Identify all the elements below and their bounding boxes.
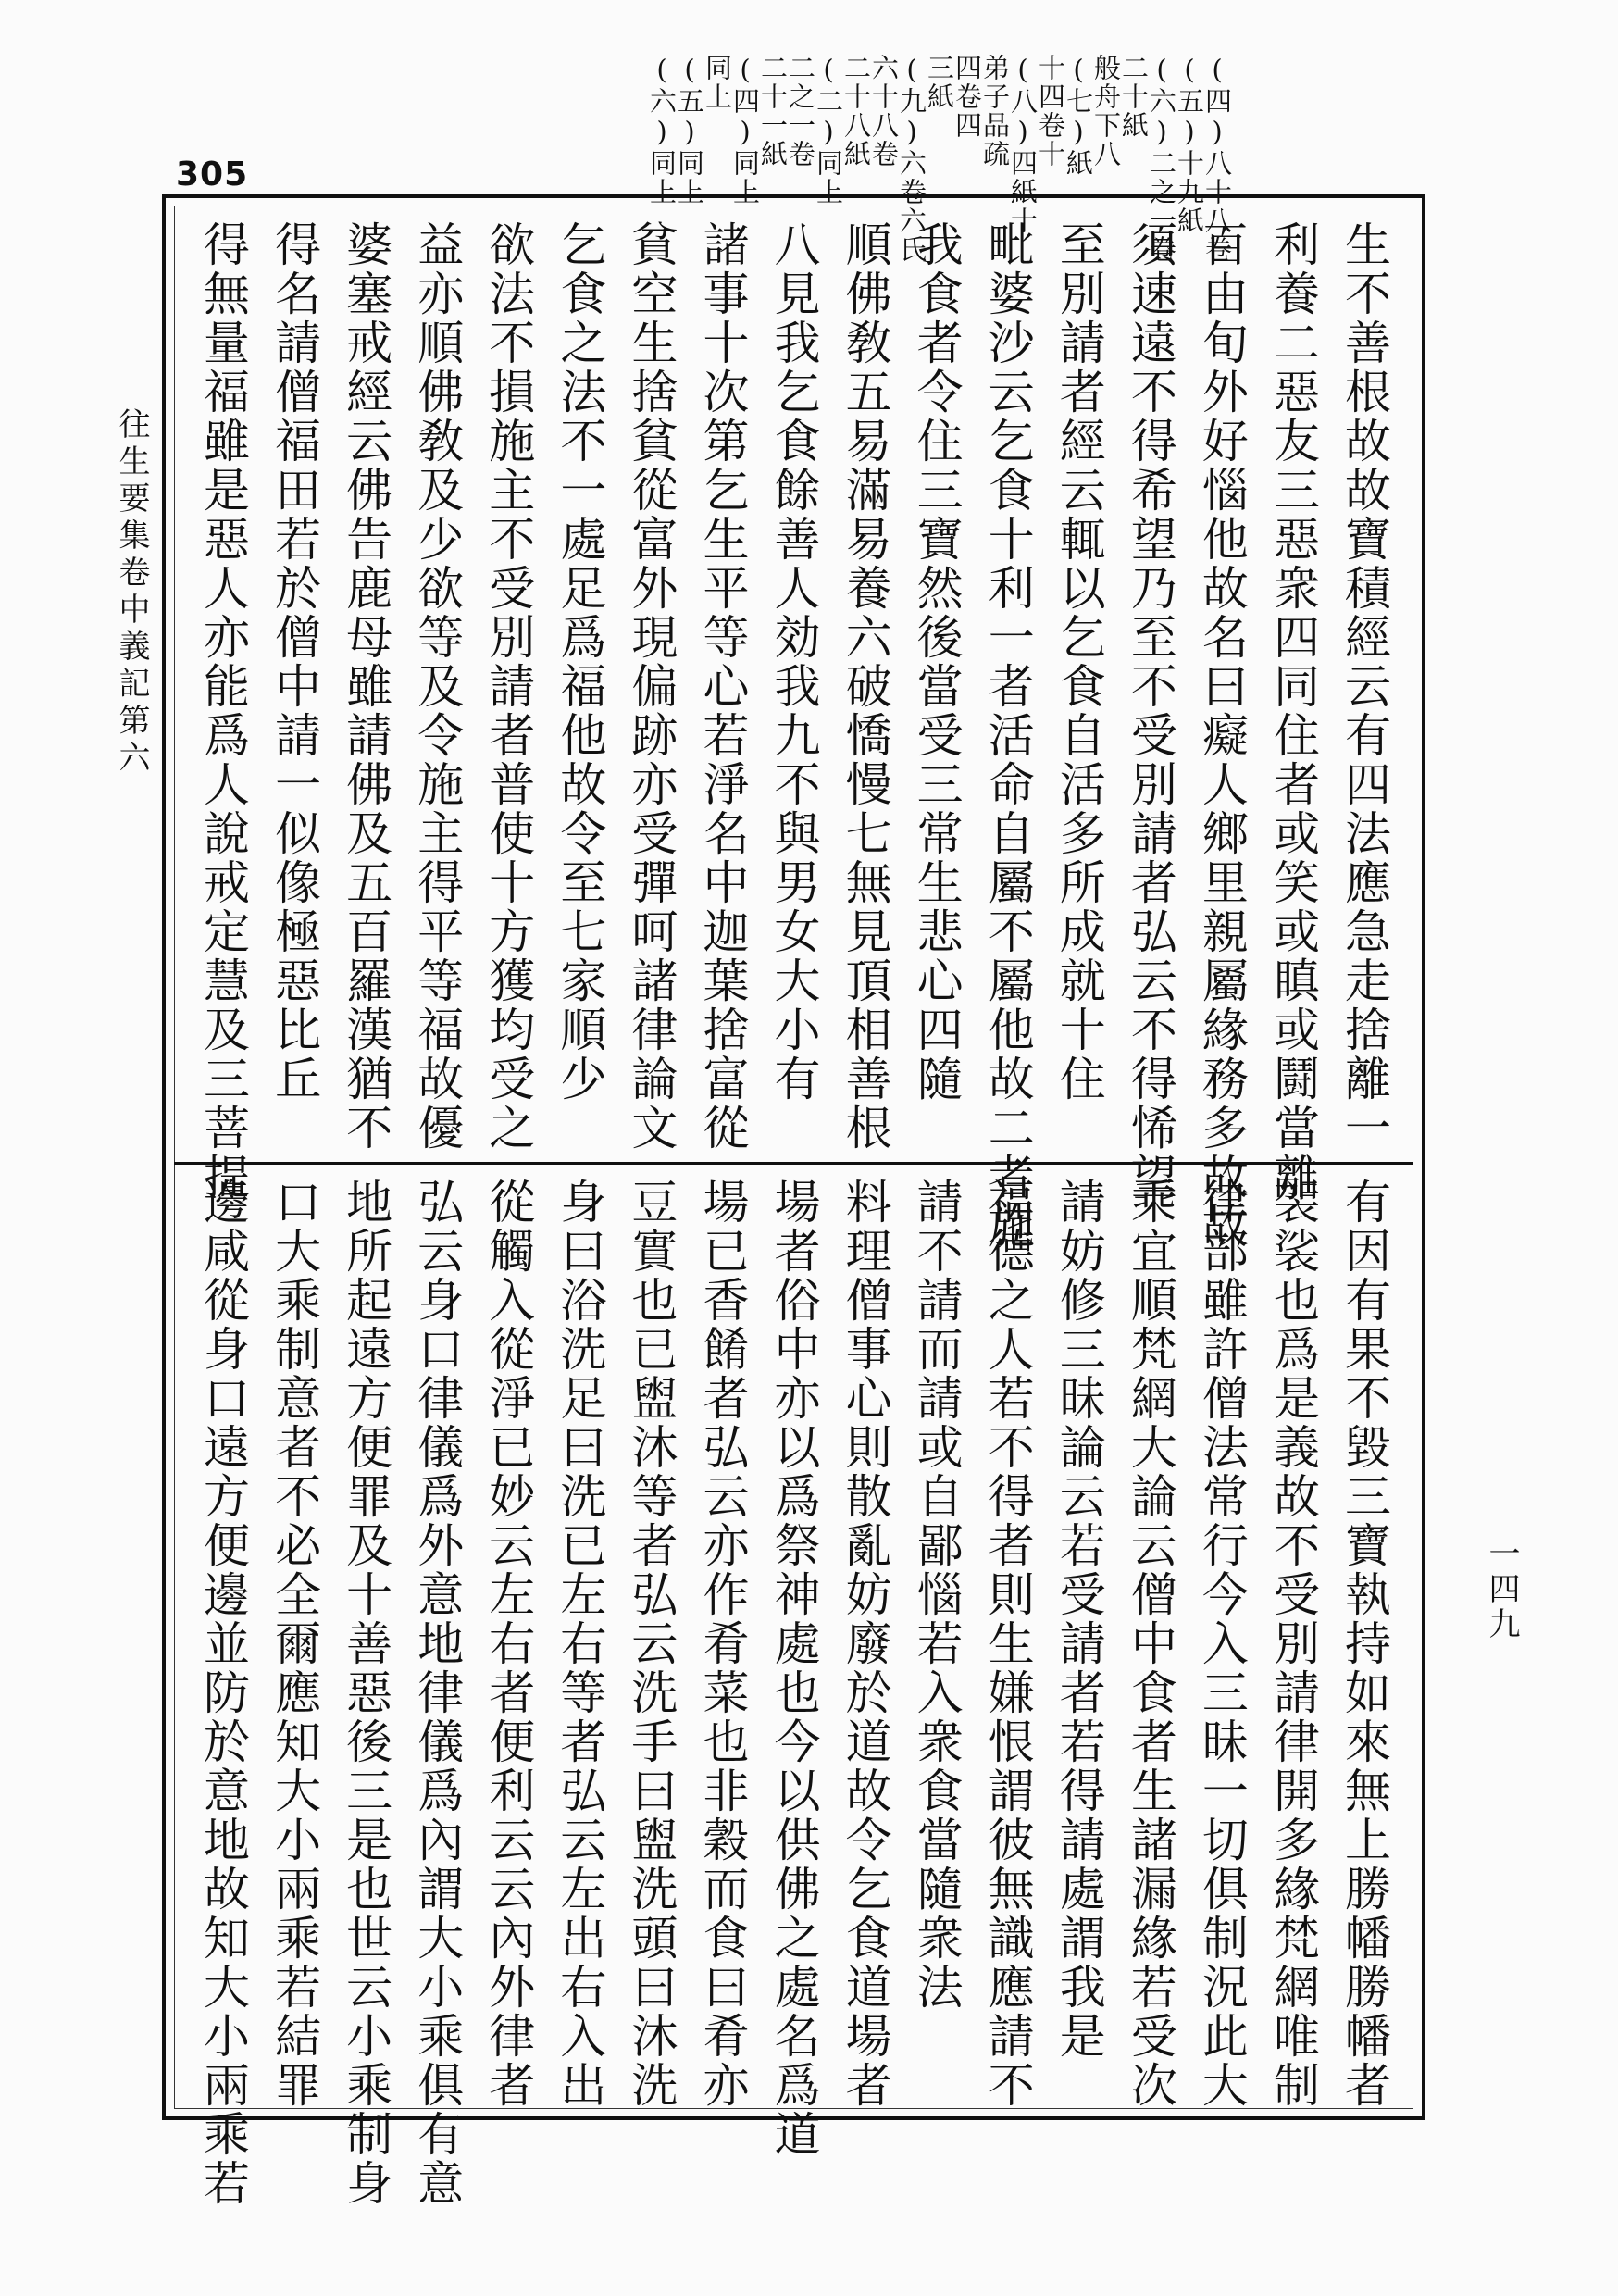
header-note: 四卷四 <box>952 54 983 140</box>
header-note: (四)同上 <box>729 54 761 206</box>
text-column: 八見我乞食餘善人効我九不與男女大小有 <box>766 220 821 1104</box>
text-column: 須速遠不得希望乃至不受別請者弘云不得悕望 <box>1123 220 1177 1202</box>
header-note: (七)紙 <box>1063 54 1094 178</box>
text-column: 得無量福雖是惡人亦能爲人說戒定慧及三菩提 <box>196 220 250 1202</box>
header-note: (九)六卷六氏 <box>896 54 927 264</box>
header-note: (五)同上 <box>674 54 705 206</box>
text-column: 豆實也已盥沐等者弘云洗手曰盥洗頭曰沐洗 <box>624 1178 678 2110</box>
text-column: 弘云身口律儀爲外意地律儀爲內謂大小乘俱有意 <box>410 1178 465 2208</box>
header-note: (六)同上 <box>646 54 678 206</box>
text-column: 益亦順佛敎及少欲等及令施主得平等福故優 <box>410 220 465 1153</box>
text-column: 身曰浴洗足曰洗已左右等者弘云左出右入出 <box>553 1178 607 2110</box>
text-column: 福德之人若不得者則生嫌恨謂彼無識應請不 <box>980 1178 1035 2110</box>
page-number: 305 <box>176 156 249 193</box>
text-column: 袈裟也爲是義故不受別請律開多緣梵網唯制 <box>1265 1178 1320 2110</box>
text-column: 順佛敎五易滿易養六破憍慢七無見頂相善根 <box>838 220 892 1153</box>
text-column: 得名請僧福田若於僧中請一似像極惡比丘 <box>268 220 322 1104</box>
lower-text-block <box>190 1178 1398 2208</box>
header-note: 二十紙 <box>1118 54 1150 140</box>
text-column: 生不善根故故寶積經云有四法應急走捨離一 <box>1338 220 1391 1153</box>
text-column: 律部雖許僧法常行今入三昧一切俱制況此大 <box>1194 1178 1249 2110</box>
text-column: 毗婆沙云乞食十利一者活命自屬不屬他故二者施 <box>980 220 1035 1251</box>
text-column: 請不請而請或自鄙惱若入衆食當隨衆法 <box>909 1178 964 2012</box>
text-column: 貧空生捨貧從富外現偏跡亦受彈呵諸律論文 <box>624 220 678 1153</box>
header-note: (八)四紙十 <box>1007 54 1039 235</box>
text-column: 場已香餚者弘云亦作肴菜也非穀而食曰肴亦 <box>695 1178 750 2110</box>
text-column: 乞食之法不一處足爲福他故令至七家順少 <box>553 220 607 1104</box>
text-column: 場者俗中亦以爲祭神處也今以供佛之處名爲道 <box>766 1178 821 2159</box>
header-note: 六十八卷 <box>868 54 900 168</box>
running-title: 往生要集卷中義記第六 <box>113 407 150 778</box>
header-note: 二之一卷 <box>785 54 816 168</box>
text-column: 地所起遠方便罪及十善惡後三是也世云小乘制身 <box>339 1178 393 2208</box>
header-note: (六)二之一卷 <box>1146 54 1177 264</box>
header-note: 同上 <box>702 54 733 111</box>
upper-text-block <box>190 220 1398 1251</box>
header-note: (二)同上 <box>813 54 844 206</box>
header-note: 二十八紙 <box>840 54 872 168</box>
folio-number: 一四九 <box>1483 1537 1520 1642</box>
text-column: 從觸入從淨已妙云左右者便利云云內外律者 <box>481 1178 536 2110</box>
text-column: 乘宜順梵網大論云僧中食者生諸漏緣若受次 <box>1123 1178 1177 2110</box>
text-column: 邊咸從身口遠方便邊並防於意地故知大小兩乘若 <box>196 1178 250 2208</box>
header-note: 弟子品疏 <box>979 54 1011 168</box>
text-column: 口大乘制意者不必全爾應知大小兩乘若結罪 <box>268 1178 322 2110</box>
text-column: 有因有果不毀三寶執持如來無上勝幡勝幡者 <box>1338 1178 1391 2110</box>
text-column: 料理僧事心則散亂妨廢於道故令乞食道場者 <box>838 1178 892 2110</box>
header-note: (五)十九紙 <box>1174 54 1205 235</box>
text-column: 諸事十次第乞生平等心若淨名中迦葉捨富從 <box>695 220 750 1153</box>
text-column: 欲法不損施主不受別請者普使十方獲均受之 <box>481 220 536 1153</box>
header-note: 三紙 <box>924 54 955 111</box>
text-column: 百由旬外好惱他故名曰癡人鄉里親屬緣務多故故 <box>1194 220 1249 1251</box>
header-note: 十四卷十 <box>1035 54 1066 168</box>
text-column: 利養二惡友三惡衆四同住者或笑或瞋或鬪當離 <box>1265 220 1320 1202</box>
header-note: (四)八十八卷 <box>1201 54 1233 264</box>
header-note: 般舟下八 <box>1090 54 1122 168</box>
text-column: 請妨修三昧論云若受請者若得請處謂我是 <box>1052 1178 1106 2061</box>
header-note: 二十一紙 <box>757 54 789 168</box>
text-column: 婆塞戒經云佛告鹿母雖請佛及五百羅漢猶不 <box>339 220 393 1153</box>
header-annotations <box>398 54 1233 264</box>
text-column: 至別請者經云輒以乞食自活多所成就十住 <box>1052 220 1106 1104</box>
text-column: 我食者令住三寶然後當受三常生悲心四隨 <box>909 220 964 1104</box>
